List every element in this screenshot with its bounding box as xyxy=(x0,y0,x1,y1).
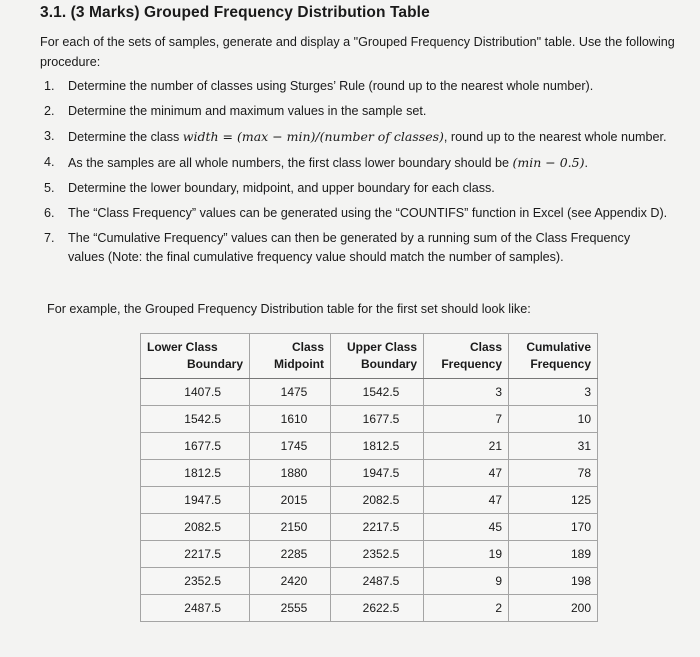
cell-midpoint: 1880 xyxy=(250,460,331,487)
cell-upper-boundary: 1812.5 xyxy=(331,433,424,460)
cell-cumulative-frequency: 31 xyxy=(509,433,598,460)
step-number: 4. xyxy=(44,155,55,169)
step-text xyxy=(68,127,670,147)
cell-midpoint: 1475 xyxy=(250,379,331,406)
cell-lower-boundary: 1677.5 xyxy=(141,433,250,460)
cell-lower-boundary: 1407.5 xyxy=(141,379,250,406)
cell-lower-boundary: 2352.5 xyxy=(141,568,250,595)
list-item xyxy=(40,77,670,96)
cell-class-frequency: 47 xyxy=(424,460,509,487)
table-row xyxy=(141,487,598,514)
cell-upper-boundary: 1947.5 xyxy=(331,460,424,487)
table-row xyxy=(141,514,598,541)
cell-class-frequency: 21 xyxy=(424,433,509,460)
step-number: 2. xyxy=(44,104,55,118)
cell-class-frequency: 3 xyxy=(424,379,509,406)
list-item xyxy=(40,127,670,147)
section-title: 3.1. (3 Marks) Grouped Frequency Distribution Table xyxy=(40,4,430,21)
cell-midpoint: 2285 xyxy=(250,541,331,568)
cell-class-frequency: 19 xyxy=(424,541,509,568)
table-row xyxy=(141,568,598,595)
table-body xyxy=(141,379,598,622)
list-item xyxy=(40,204,670,223)
cell-upper-boundary: 2622.5 xyxy=(331,595,424,622)
step-text-post: , round up to the nearest whole number. xyxy=(443,130,667,144)
step-text xyxy=(68,153,670,173)
step-number: 7. xyxy=(44,231,55,245)
cell-midpoint: 1745 xyxy=(250,433,331,460)
cell-class-frequency: 2 xyxy=(424,595,509,622)
cell-class-frequency: 47 xyxy=(424,487,509,514)
step-number: 6. xyxy=(44,206,55,220)
cell-upper-boundary: 1677.5 xyxy=(331,406,424,433)
step-number: 5. xyxy=(44,181,55,195)
step-text-post: . xyxy=(584,156,588,170)
step-text: Determine the number of classes using Sturges’ Rule (round up to the nearest whole number). xyxy=(68,79,594,93)
table-row xyxy=(141,460,598,487)
cell-class-frequency: 7 xyxy=(424,406,509,433)
cell-upper-boundary: 2217.5 xyxy=(331,514,424,541)
cell-upper-boundary: 1542.5 xyxy=(331,379,424,406)
cell-cumulative-frequency: 10 xyxy=(509,406,598,433)
step-text: Determine the minimum and maximum values in the sample set. xyxy=(68,104,427,118)
header-upper-boundary: Upper Class Boundary xyxy=(331,334,424,379)
procedure-list xyxy=(40,77,670,273)
list-item xyxy=(40,102,670,121)
cell-lower-boundary: 1542.5 xyxy=(141,406,250,433)
step-text: Determine the lower boundary, midpoint, and upper boundary for each class. xyxy=(68,181,495,195)
list-item xyxy=(40,229,670,267)
frequency-table xyxy=(140,333,598,622)
cell-midpoint: 1610 xyxy=(250,406,331,433)
table-row xyxy=(141,595,598,622)
table-header-row xyxy=(141,334,598,379)
cell-cumulative-frequency: 78 xyxy=(509,460,598,487)
cell-cumulative-frequency: 125 xyxy=(509,487,598,514)
step-number: 1. xyxy=(44,79,55,93)
cell-upper-boundary: 2352.5 xyxy=(331,541,424,568)
cell-lower-boundary: 2082.5 xyxy=(141,514,250,541)
table-row xyxy=(141,379,598,406)
step-text-pre: As the samples are all whole numbers, the first class lower boundary should be xyxy=(68,156,513,170)
step-number: 3. xyxy=(44,129,55,143)
cell-cumulative-frequency: 3 xyxy=(509,379,598,406)
cell-lower-boundary: 1812.5 xyxy=(141,460,250,487)
class-width-formula: width = (max − min)/(number of classes) xyxy=(182,129,444,144)
lower-boundary-formula: (min − 0.5) xyxy=(512,155,585,170)
cell-class-frequency: 9 xyxy=(424,568,509,595)
cell-upper-boundary: 2082.5 xyxy=(331,487,424,514)
list-item xyxy=(40,179,670,198)
cell-lower-boundary: 2487.5 xyxy=(141,595,250,622)
cell-cumulative-frequency: 200 xyxy=(509,595,598,622)
cell-lower-boundary: 1947.5 xyxy=(141,487,250,514)
cell-midpoint: 2150 xyxy=(250,514,331,541)
header-midpoint: Class Midpoint xyxy=(250,334,331,379)
step-text-pre: Determine the class xyxy=(68,130,183,144)
list-item xyxy=(40,153,670,173)
step-text: The “Cumulative Frequency” values can then be generated by a running sum of the Class Frequency values (Note: the final cumulative frequency value should match the number of samples). xyxy=(68,231,631,264)
cell-cumulative-frequency: 170 xyxy=(509,514,598,541)
cell-lower-boundary: 2217.5 xyxy=(141,541,250,568)
cell-cumulative-frequency: 198 xyxy=(509,568,598,595)
header-cumulative-frequency: Cumulative Frequency xyxy=(509,334,598,379)
cell-cumulative-frequency: 189 xyxy=(509,541,598,568)
table-row xyxy=(141,406,598,433)
header-lower-boundary: Lower Class Boundary xyxy=(141,334,250,379)
table-row xyxy=(141,541,598,568)
example-caption: For example, the Grouped Frequency Distribution table for the first set should look like: xyxy=(47,302,531,316)
cell-midpoint: 2420 xyxy=(250,568,331,595)
cell-upper-boundary: 2487.5 xyxy=(331,568,424,595)
intro-paragraph: For each of the sets of samples, generate and display a "Grouped Frequency Distribution" table. Use the following procedure: xyxy=(40,35,675,69)
cell-class-frequency: 45 xyxy=(424,514,509,541)
cell-midpoint: 2015 xyxy=(250,487,331,514)
step-text: The “Class Frequency” values can be generated using the “COUNTIFS” function in Excel (see Appendix D). xyxy=(68,206,668,220)
header-class-frequency: Class Frequency xyxy=(424,334,509,379)
table-row xyxy=(141,433,598,460)
cell-midpoint: 2555 xyxy=(250,595,331,622)
